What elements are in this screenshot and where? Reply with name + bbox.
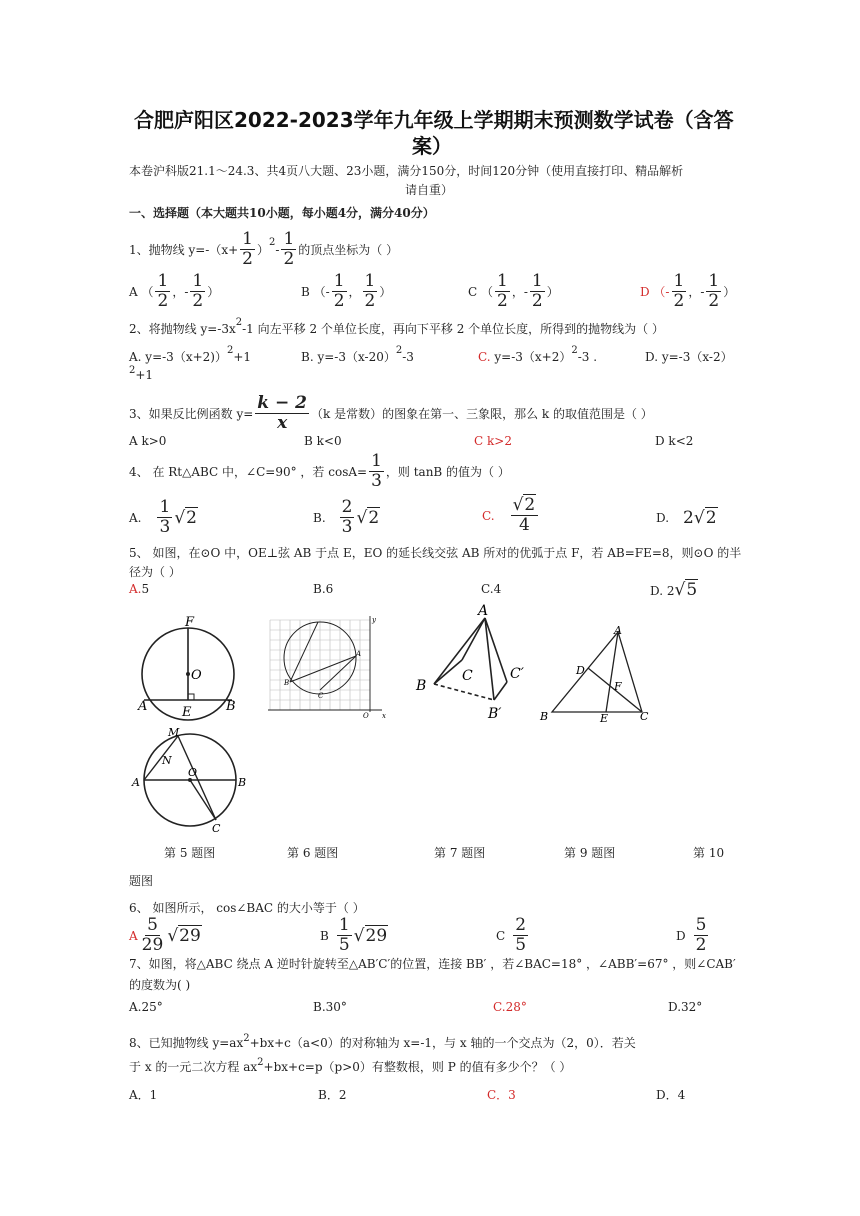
question-6: 6、 如图所示， cos∠BAC 的大小等于（ ）: [129, 901, 365, 915]
question-7-line1: 7、如图，将△ABC 绕点 A 逆时针旋转至△AB′C′的位置，连接 BB′ ，若∠BAC=18° ，∠ABB′=67° ，则∠CAB′: [129, 957, 736, 971]
fig10-label-m: M: [168, 726, 180, 739]
q5-option-d: D. 2√5: [650, 580, 698, 600]
fig9-label-d: D: [576, 664, 585, 677]
q2-option-a: A. $y=-3(x+2))^2+1$: [129, 345, 252, 364]
fig10-label-c: C: [212, 822, 221, 835]
q1-option-d: D （- $\frac{1}{2}$ ，- $\frac{1}{2}$ ）: [640, 271, 736, 311]
fig7-label-a: A: [478, 603, 489, 619]
q1-option-b: B （- $\frac{1}{2}$ ， $\frac{1}{2}$ ）: [301, 271, 392, 311]
q3-option-b: B k<0: [304, 434, 342, 448]
question-5-line1: 5、 如图，在⊙O 中，OE⊥弦 AB 于点 E，EO 的延长线交弦 AB 所对的优弧于点 F，若 AB=FE=8，则⊙O 的半: [129, 546, 742, 560]
fig6-label-c: C: [318, 692, 324, 700]
q1-post: 的顶点坐标为（ ）: [298, 243, 399, 257]
question-5-line2: 径为（ ）: [129, 565, 181, 579]
question-3: 3、如果反比例函数 y= $\frac{k - 2}{x}$ （k 是常数）的图象在第一、三象限，那么 k 的取值范围是（ ）: [129, 393, 653, 433]
q3-option-c: C k>2: [474, 434, 512, 448]
fig6-label-a: A: [356, 650, 362, 658]
q5-option-b: B.6: [313, 582, 334, 596]
q1-option-c: C （ $\frac{1}{2}$ ，- $\frac{1}{2}$ ）: [468, 271, 559, 311]
fig10-label-b: B: [238, 776, 247, 789]
fig10-label-o: O: [188, 766, 198, 779]
question-4: 4、 在 Rt△ABC 中，∠C=90° ，若 cosA= $\frac{1}{3}$ ，则 tanB 的值为（ ）: [129, 451, 510, 491]
fig5-label-o: O: [191, 668, 202, 683]
caption-fig10-b: 题图: [129, 874, 154, 888]
q2-option-b: B. $y=-3(x-20)^2-3$: [301, 345, 414, 364]
q1-fraction-b: $\frac{1}{2}$: [283, 229, 295, 269]
caption-fig7: 第 7 题图: [434, 846, 486, 860]
caption-fig10-a: 第 10: [693, 846, 725, 860]
fig9-label-a: A: [614, 624, 622, 637]
doc-title-line1: 合肥庐阳区2022-2023学年九年级上学期期末预测数学试卷（含答: [134, 108, 734, 132]
q6-option-d: D $\frac{5}{2}$: [676, 915, 707, 955]
fig7-label-c-prime: C′: [510, 666, 524, 682]
q8-option-c: C．3: [487, 1088, 516, 1102]
fig6-label-x: x: [382, 712, 386, 720]
fig9-label-f: F: [614, 680, 622, 693]
question-1: [129, 230, 398, 269]
q1-fraction-a: $\frac{1}{2}$: [242, 229, 253, 269]
q7-option-b: B.30°: [313, 1000, 347, 1014]
fig7-label-b-prime: B′: [488, 706, 502, 722]
figure-10: [126, 724, 256, 836]
q3-option-a: A k>0: [129, 434, 167, 448]
intro-line2: 请自重）: [405, 183, 454, 197]
fig5-label-b: B: [226, 699, 236, 714]
fig5-label-f: F: [185, 615, 195, 630]
question-8-line2: 于 x 的一元二次方程 $ax^2+bx+c=p(p>0)$有整数根，则 P 的值有多少个？（ ）: [129, 1057, 572, 1074]
fig7-label-b: B: [416, 678, 427, 694]
q8-option-a: A．1: [129, 1088, 158, 1102]
q4-option-d: D. 2 √2: [656, 508, 717, 528]
fig9-label-b: B: [540, 710, 549, 723]
q1-option-a: A （ $\frac{1}{2}$ ，- $\frac{1}{2}$ ）: [129, 271, 220, 311]
q1-paren: ）: [257, 243, 270, 257]
fig9-label-e: E: [600, 712, 609, 724]
figure-6: [264, 612, 394, 724]
q6-option-a: A $\frac{5}{29}$ √29: [129, 915, 201, 955]
caption-fig9: 第 9 题图: [564, 846, 616, 860]
q3-option-d: D k<2: [655, 434, 694, 448]
fig5-label-e: E: [182, 705, 192, 720]
caption-fig6: 第 6 题图: [287, 846, 339, 860]
q5-option-a: A.5: [129, 582, 150, 596]
question-2: 2、将抛物线 $y=-3x^2-1$ 向左平移 2 个单位长度，再向下平移 2 个单位长度，所得到的抛物线为（ ）: [129, 317, 664, 336]
fig9-label-c: C: [640, 710, 649, 723]
q1-exponent: 2: [269, 237, 276, 248]
q8-option-b: B．2: [318, 1088, 347, 1102]
q6-option-b: B $\frac{1}{5}$ √29: [320, 915, 388, 955]
q4-option-c: C. $\frac{√2}{4}$: [482, 496, 540, 535]
caption-fig5: 第 5 题图: [164, 846, 216, 860]
q4-option-a: A. $\frac{1}{3}$ √2: [129, 497, 197, 537]
figure-9: [534, 622, 664, 724]
q8-option-d: D．4: [656, 1088, 686, 1102]
fig7-label-c: C: [462, 668, 473, 684]
question-7-line2: 的度数为( ): [129, 978, 191, 992]
q2-option-c: C. $y=-3(x+2)^2-3$ .: [478, 345, 598, 364]
q2-option-d-cont: $^2$+1: [129, 365, 154, 382]
section-heading: 一、选择题（本大题共10小题，每小题4分，满分40分）: [129, 206, 435, 220]
q7-option-a: A.25°: [129, 1000, 163, 1014]
figure-5: [130, 612, 250, 722]
question-8-line1: 8、已知抛物线 $y=ax^2+bx+c(a<0)$的对称轴为 x=-1，与 x 轴的一个交点为（2，0）．若关: [129, 1033, 636, 1050]
q7-option-c: C.28°: [493, 1000, 527, 1014]
q5-option-c: C.4: [481, 582, 502, 596]
fig10-label-a: A: [132, 776, 140, 789]
fig6-label-y: y: [372, 616, 376, 624]
fig5-label-a: A: [138, 699, 148, 714]
q4-option-b: B. $\frac{2}{3}$ √2: [313, 497, 380, 537]
fig10-label-n: N: [162, 754, 172, 767]
fig6-label-o: O: [363, 712, 369, 720]
q7-option-d: D.32°: [668, 1000, 703, 1014]
q6-option-c: C $\frac{2}{5}$: [496, 915, 527, 955]
figure-7: [410, 600, 540, 724]
q1-pre: 1、抛物线 y=-（x+: [129, 243, 239, 257]
q1-minus: -: [275, 242, 280, 257]
intro-line1: 本卷沪科版21.1～24.3、共4页八大题、23小题，满分150分，时间120分钟（使用直接打印、精品解析: [129, 164, 684, 178]
q2-option-d: D. y=-3（x-2）: [645, 350, 733, 364]
doc-title-line2: 案）: [412, 134, 452, 158]
fig6-label-b: B: [284, 679, 290, 687]
